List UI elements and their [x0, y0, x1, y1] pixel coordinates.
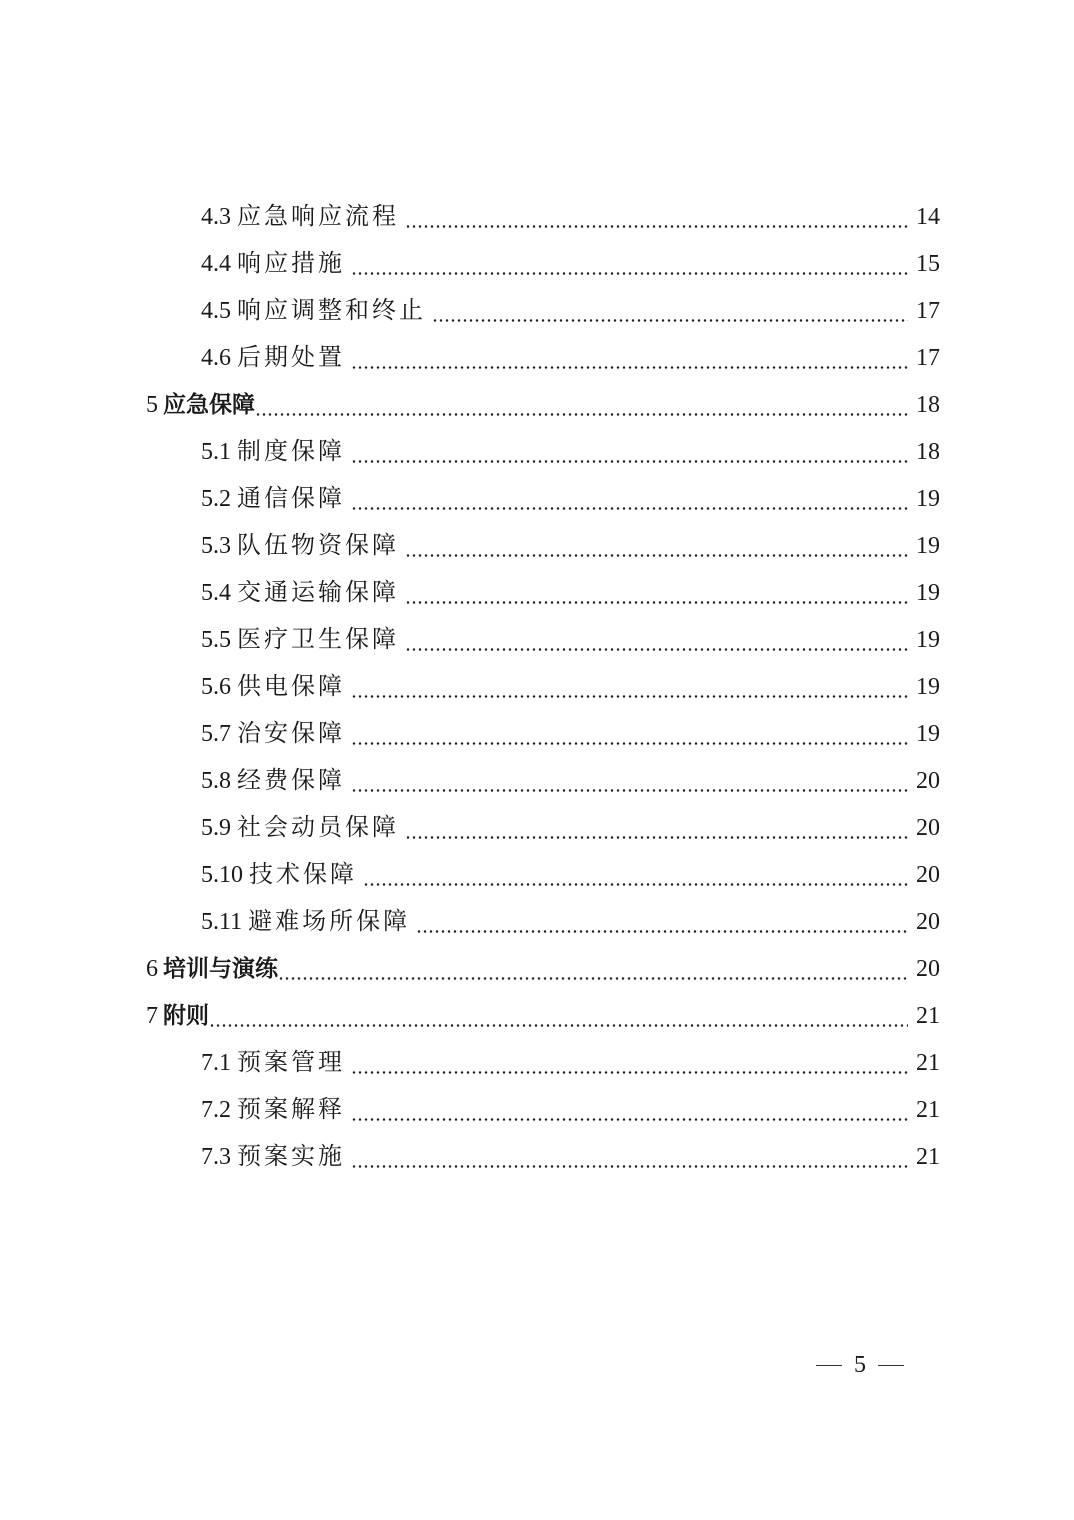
toc-entry[interactable] — [201, 1040, 940, 1087]
toc-entry-title: 响应措施 — [237, 251, 345, 277]
toc-entry-number: 5.9 — [201, 815, 231, 841]
dot-leader — [209, 993, 908, 1040]
toc-entry-number: 4.6 — [201, 345, 231, 371]
toc-entry-title: 制度保障 — [237, 439, 345, 465]
toc-entry-number: 5.11 — [201, 909, 243, 935]
toc-entry-number: 5.5 — [201, 627, 231, 653]
toc-entry[interactable] — [201, 711, 940, 758]
toc-entry-number: 5.2 — [201, 486, 231, 512]
toc-chapter-entry[interactable] — [146, 946, 940, 993]
toc-entry-page: 20 — [916, 862, 940, 888]
toc-entry-number: 5.10 — [201, 862, 243, 888]
dot-leader — [416, 899, 908, 946]
dot-leader — [351, 1087, 908, 1134]
page-number: 5 — [854, 1351, 866, 1378]
dot-leader — [363, 852, 908, 899]
toc-entry-page: 18 — [916, 439, 940, 465]
toc-entry[interactable] — [201, 1087, 940, 1134]
toc-entry-page: 15 — [916, 251, 940, 277]
dot-leader — [255, 382, 908, 429]
toc-entry-number: 5.4 — [201, 580, 231, 606]
toc-entry-title: 后期处置 — [237, 345, 345, 371]
toc-entry-page: 20 — [916, 956, 940, 982]
toc-entry-page: 19 — [916, 533, 940, 559]
toc-entry[interactable] — [201, 194, 940, 241]
toc-entry-number: 5 — [146, 392, 158, 418]
toc-entry-title: 队伍物资保障 — [237, 533, 399, 559]
toc-entry-title: 经费保障 — [237, 768, 345, 794]
toc-chapter-entry[interactable] — [146, 382, 940, 429]
toc-entry-title: 预案管理 — [237, 1050, 345, 1076]
toc-entry-page: 19 — [916, 580, 940, 606]
toc-entry[interactable] — [201, 617, 940, 664]
toc-entry-page: 21 — [916, 1097, 940, 1123]
toc-entry-title: 通信保障 — [237, 486, 345, 512]
toc-entry[interactable] — [201, 899, 940, 946]
dot-leader — [351, 335, 908, 382]
dot-leader — [351, 1134, 908, 1181]
toc-entry[interactable] — [201, 805, 940, 852]
toc-entry-number: 7.2 — [201, 1097, 231, 1123]
toc-entry-page: 21 — [916, 1003, 940, 1029]
toc-entry[interactable] — [201, 335, 940, 382]
dot-leader — [351, 241, 908, 288]
toc-entry-number: 5.3 — [201, 533, 231, 559]
toc-entry-title: 医疗卫生保障 — [237, 627, 399, 653]
toc-entry-title: 避难场所保障 — [248, 909, 411, 935]
toc-entry-title: 应急保障 — [163, 392, 255, 418]
toc-chapter-entry[interactable] — [146, 993, 940, 1040]
dot-leader — [351, 1040, 908, 1087]
toc-entry-number: 7 — [146, 1003, 158, 1029]
toc-entry-number: 5.8 — [201, 768, 231, 794]
toc-entry[interactable] — [201, 1134, 940, 1181]
toc-entry-page: 19 — [916, 486, 940, 512]
toc-entry-title: 附则 — [163, 1003, 209, 1029]
dot-leader — [351, 476, 908, 523]
toc-entry-page: 21 — [916, 1050, 940, 1076]
page-footer — [810, 1350, 910, 1380]
toc-entry-title: 技术保障 — [249, 862, 357, 888]
toc-entry-page: 19 — [916, 674, 940, 700]
toc-entry[interactable] — [201, 570, 940, 617]
toc-entry[interactable] — [201, 241, 940, 288]
toc-entry-page: 19 — [916, 627, 940, 653]
toc-entry-number: 6 — [146, 956, 158, 982]
toc-entry-page: 20 — [916, 768, 940, 794]
dot-leader — [351, 758, 908, 805]
toc-entry[interactable] — [201, 288, 940, 335]
footer-dash-left — [816, 1365, 842, 1366]
dot-leader — [351, 711, 908, 758]
dot-leader — [351, 429, 908, 476]
toc-entry-title: 预案实施 — [237, 1144, 345, 1170]
dot-leader — [432, 288, 908, 335]
toc-entry-title: 供电保障 — [237, 674, 345, 700]
toc-entry-number: 7.1 — [201, 1050, 231, 1076]
toc-entry-title: 社会动员保障 — [237, 815, 399, 841]
toc-entry-number: 4.3 — [201, 204, 231, 230]
toc-entry-number: 5.1 — [201, 439, 231, 465]
toc-entry[interactable] — [201, 664, 940, 711]
toc-entry-number: 4.5 — [201, 298, 231, 324]
toc-entry-page: 20 — [916, 909, 940, 935]
toc-entry-page: 17 — [916, 298, 940, 324]
toc-entry-title: 治安保障 — [237, 721, 345, 747]
toc-entry-number: 5.7 — [201, 721, 231, 747]
toc-entry-title: 应急响应流程 — [237, 204, 399, 230]
toc-entry-page: 18 — [916, 392, 940, 418]
dot-leader — [278, 946, 908, 993]
dot-leader — [405, 570, 908, 617]
dot-leader — [405, 617, 908, 664]
toc-entry[interactable] — [201, 523, 940, 570]
toc-entry-number: 4.4 — [201, 251, 231, 277]
dot-leader — [405, 194, 908, 241]
dot-leader — [405, 523, 908, 570]
toc-entry[interactable] — [201, 429, 940, 476]
toc-entry-title: 培训与演练 — [163, 956, 278, 982]
toc-entry-number: 5.6 — [201, 674, 231, 700]
toc-entry-page: 21 — [916, 1144, 940, 1170]
dot-leader — [405, 805, 908, 852]
dot-leader — [351, 664, 908, 711]
toc-entry-page: 14 — [916, 204, 940, 230]
toc-entry[interactable] — [201, 852, 940, 899]
toc-entry-number: 7.3 — [201, 1144, 231, 1170]
toc-entry[interactable] — [201, 758, 940, 805]
toc-entry-title: 交通运输保障 — [237, 580, 399, 606]
toc-entry-page: 17 — [916, 345, 940, 371]
toc-entry-title: 预案解释 — [237, 1097, 345, 1123]
footer-dash-right — [878, 1365, 904, 1366]
toc-entry-page: 19 — [916, 721, 940, 747]
toc-entry-page: 20 — [916, 815, 940, 841]
toc-entry[interactable] — [201, 476, 940, 523]
toc-entry-title: 响应调整和终止 — [237, 298, 426, 324]
